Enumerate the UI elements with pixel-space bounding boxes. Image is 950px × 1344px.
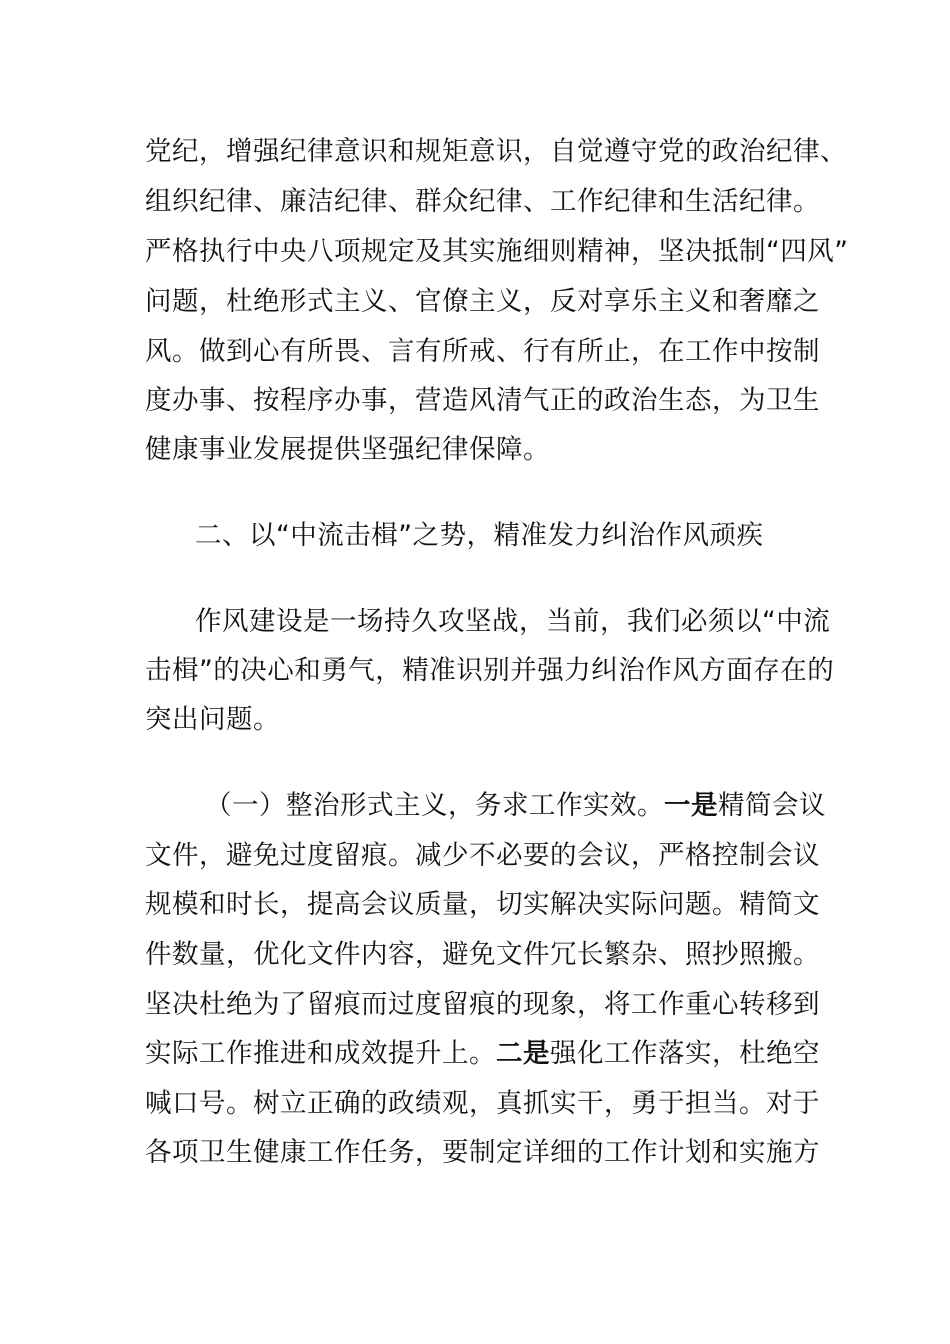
paragraph-3-line-6 [145, 1037, 820, 1071]
paragraph-3-line-1 [205, 789, 826, 823]
subheading-text: （一）整治形式主义，务求工作实效。 [205, 790, 664, 821]
paragraph-3-line-6-end: 强化工作落实，杜绝空 [550, 1038, 820, 1069]
paragraph-1-line-2: 组织纪律、廉洁纪律、群众纪律、工作纪律和生活纪律。 [145, 186, 820, 217]
paragraph-3-line-8: 各项卫生健康工作任务，要制定详细的工作计划和实施方 [145, 1137, 820, 1168]
paragraph-1-line-3: 严格执行中央八项规定及其实施细则精神，坚决抵制“四风” [145, 236, 849, 267]
paragraph-1-line-7: 健康事业发展提供坚强纪律保障。 [145, 434, 550, 465]
paragraph-2-line-1: 作风建设是一场持久攻坚战，当前，我们必须以“中流 [195, 606, 831, 637]
paragraph-2-line-3: 突出问题。 [145, 704, 280, 735]
paragraph-3-line-5: 坚决杜绝为了留痕而过度留痕的现象，将工作重心转移到 [145, 989, 820, 1020]
paragraph-1-line-4: 问题，杜绝形式主义、官僚主义，反对享乐主义和奢靡之 [145, 286, 820, 317]
paragraph-3-line-2: 文件，避免过度留痕。减少不必要的会议，严格控制会议 [145, 840, 820, 871]
paragraph-3-line-1-end: 精简会议 [718, 790, 826, 821]
paragraph-2-line-2: 击楫”的决心和勇气，精准识别并强力纠治作风方面存在的 [145, 655, 835, 686]
paragraph-3-line-6-start: 实际工作推进和成效提升上。 [145, 1038, 496, 1069]
paragraph-1-line-5: 风。做到心有所畏、言有所戒、行有所止，在工作中按制 [145, 336, 820, 367]
paragraph-3-line-7: 喊口号。树立正确的政绩观，真抓实干，勇于担当。对于 [145, 1088, 820, 1119]
paragraph-3-line-3: 规模和时长，提高会议质量，切实解决实际问题。精简文 [145, 889, 820, 920]
bold-marker-first: 一是 [664, 790, 718, 821]
bold-marker-second: 二是 [496, 1038, 550, 1069]
paragraph-3-line-4: 件数量，优化文件内容，避免文件冗长繁杂、照抄照搬。 [145, 939, 820, 970]
paragraph-1-line-1: 党纪，增强纪律意识和规矩意识，自觉遵守党的政治纪律、 [145, 136, 847, 167]
section-heading-2: 二、以“中流击楫”之势，精准发力纠治作风顽疾 [195, 520, 764, 551]
paragraph-1-line-6: 度办事、按程序办事，营造风清气正的政治生态，为卫生 [145, 385, 820, 416]
